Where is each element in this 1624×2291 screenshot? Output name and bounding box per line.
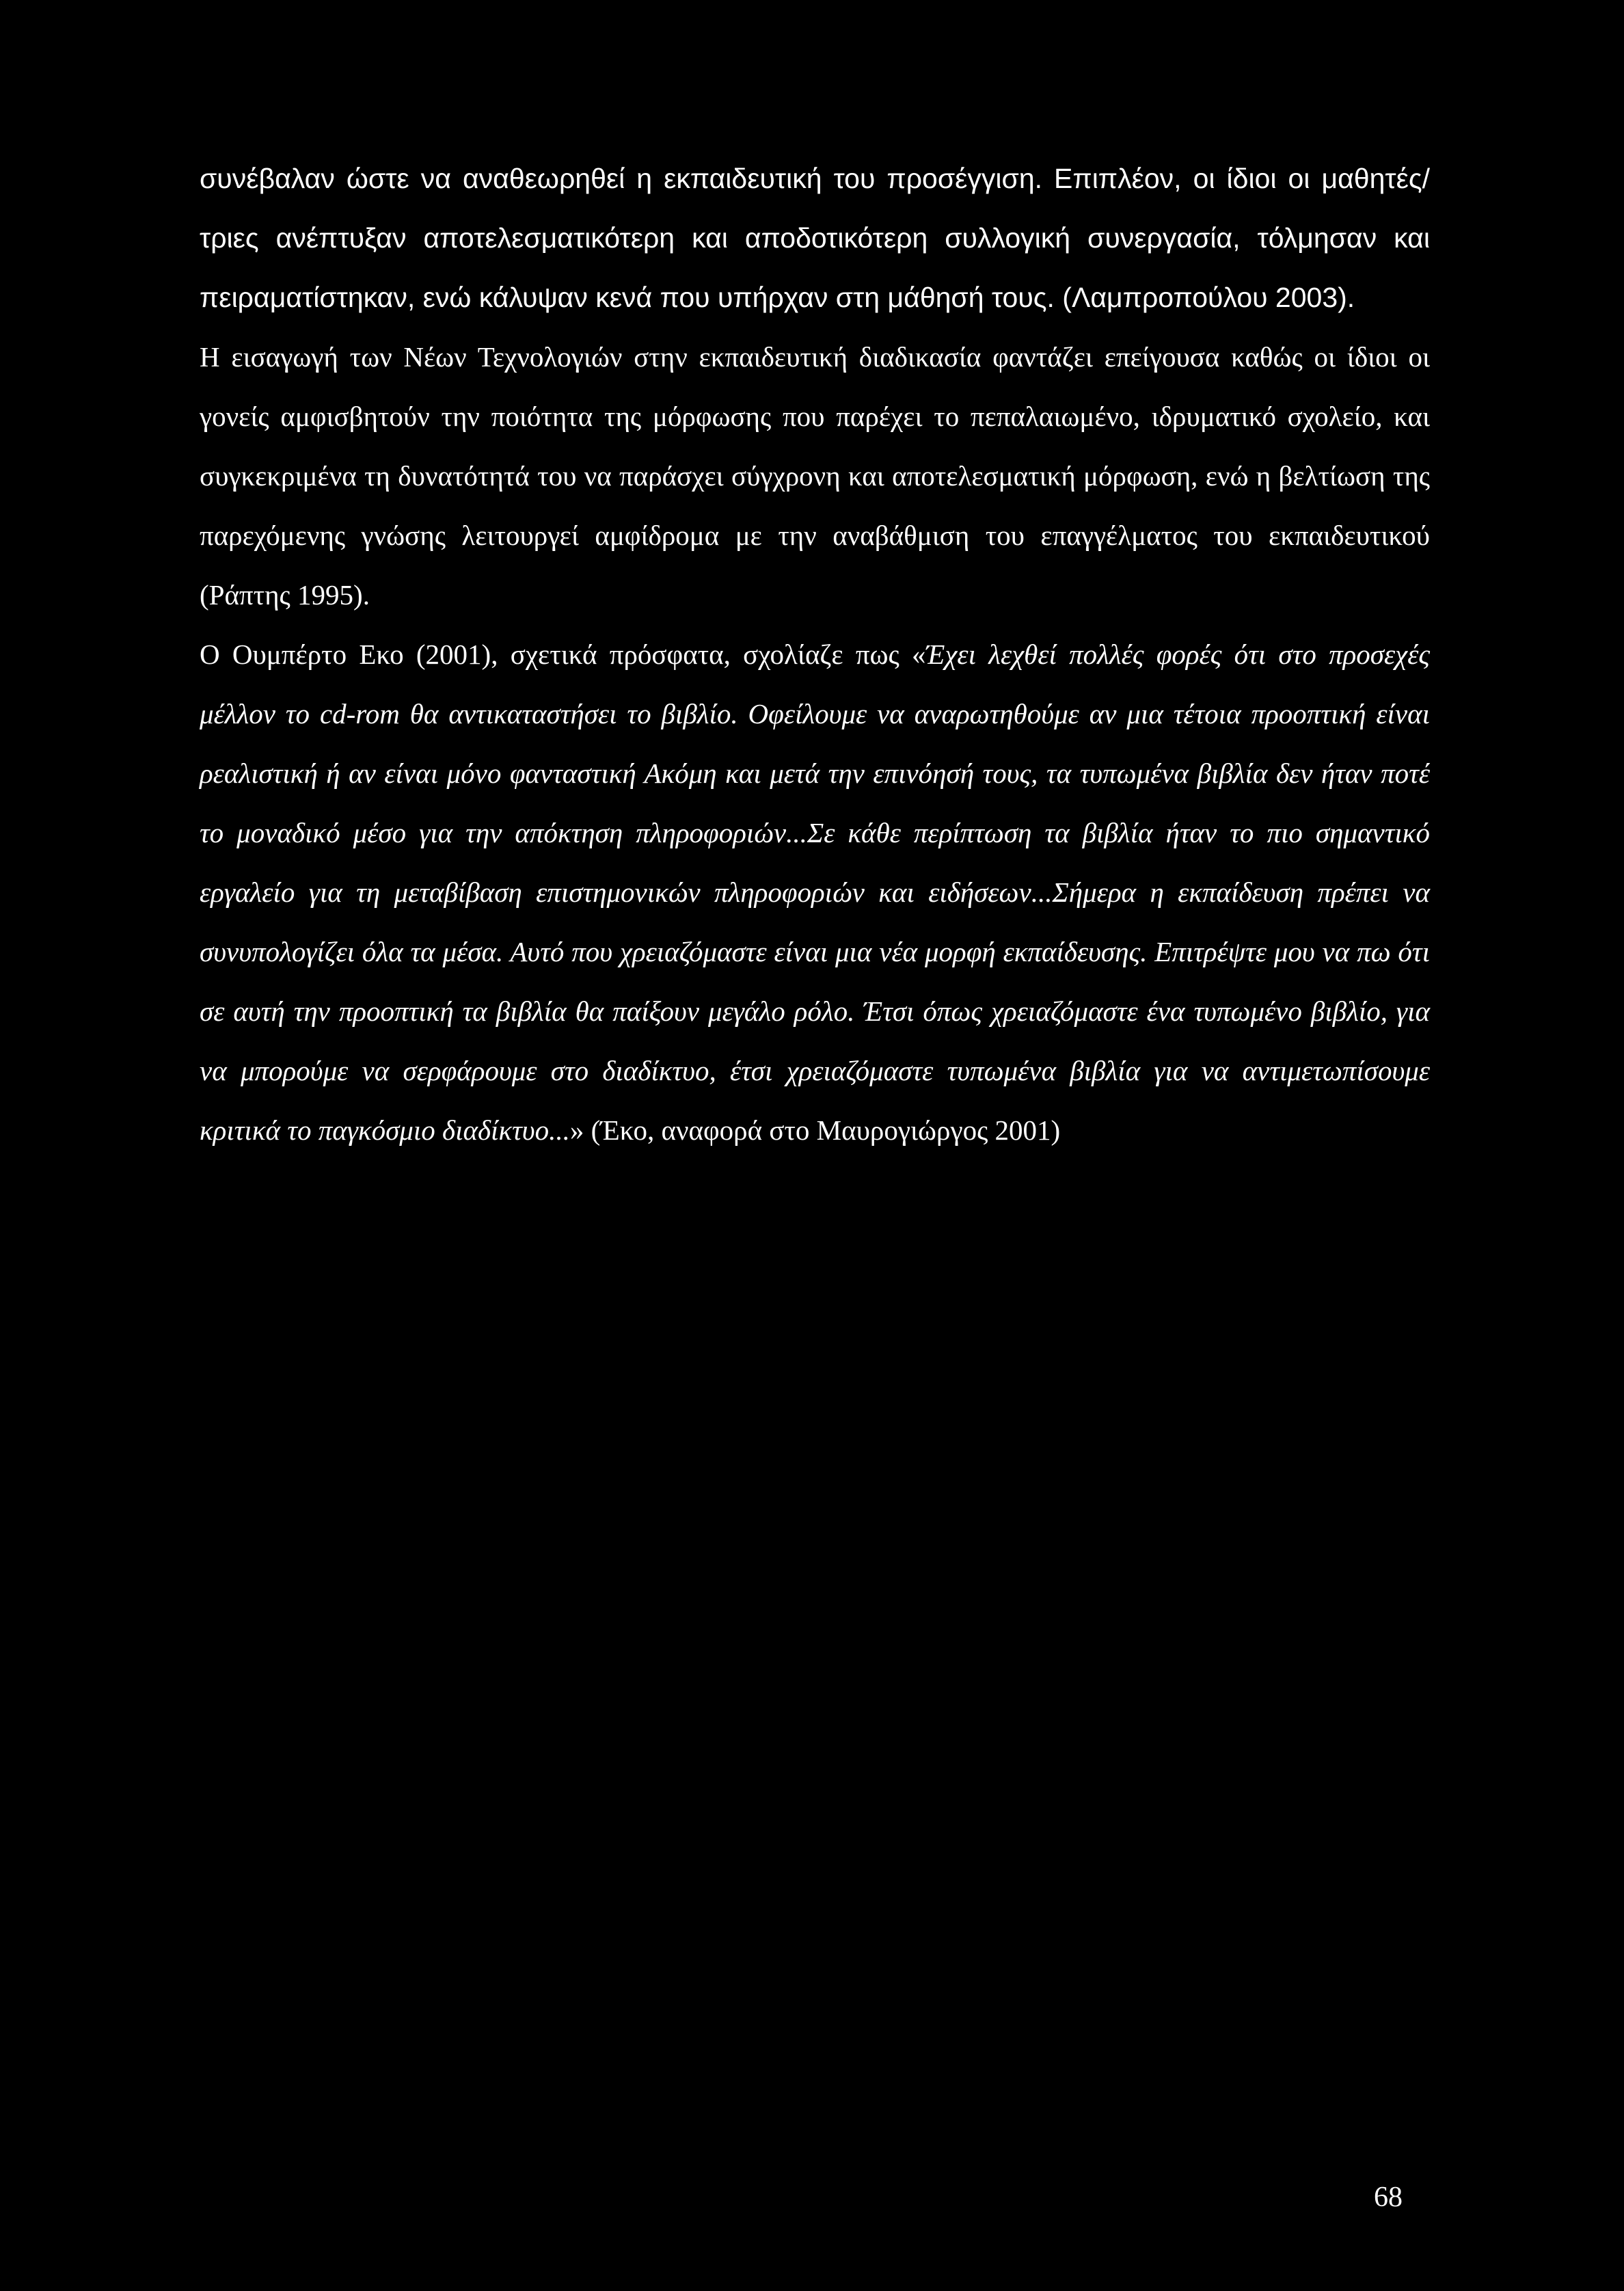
- body-text: [200, 149, 1430, 1160]
- paragraph-2: Η εισαγωγή των Νέων Τεχνολογιών στην εκπαιδευτική διαδικασία φαντάζει επείγουσα καθώς οι ίδιοι οι γονείς αμφισβητούν την ποιότητα της μόρφωσης που παρέχει το πεπαλαιωμένο, ιδρυματικό σχολείο, και συγκεκριμένα τη δυνατότητά του να παράσχει σύγχρονη και αποτελεσματική μόρφωση, ενώ η βελτίωση της παρεχόμενης γνώσης λειτουργεί αμφίδρομα με την αναβάθμιση του επαγγέλματος του εκπαιδευτικού (Ράπτης 1995).: [200, 341, 1430, 611]
- quote-citation: » (Έκο, αναφορά στο Μαυρογιώργος 2001): [569, 1114, 1061, 1146]
- quote-intro: Ο Ουμπέρτο Εκο (2001), σχετικά πρόσφατα, σχολίαζε πως «: [200, 639, 926, 670]
- page-number: 68: [1374, 2182, 1403, 2213]
- paragraph-3: [200, 625, 1430, 1160]
- paragraph-1: συνέβαλαν ώστε να αναθεωρηθεί η εκπαιδευτική του προσέγγιση. Επιπλέον, οι ίδιοι οι μαθητές/τριες ανέπτυξαν αποτελεσματικότερη και αποδοτικότερη συλλογική συνεργασία, τόλμησαν και πειραματίστηκαν, ενώ κάλυψαν κενά που υπήρχαν στη μάθησή τους. (Λαμπροπούλου 2003).: [200, 163, 1430, 313]
- eco-quote: Έχει λεχθεί πολλές φορές ότι στο προσεχές μέλλον το cd-rom θα αντικαταστήσει το βιβλίο. Οφείλουμε να αναρωτηθούμε αν μια τέτοια προοπτική είναι ρεαλιστική ή αν είναι μόνο φανταστική Ακόμη και μετά την επινόησή τους, τα τυπωμένα βιβλία δεν ήταν ποτέ το μοναδικό μέσο για την απόκτηση πληροφοριών...Σε κάθε περίπτωση τα βιβλία ήταν το πιο σημαντικό εργαλείο για τη μεταβίβαση επιστημονικών πληροφοριών και ειδήσεων...Σήμερα η εκπαίδευση πρέπει να συνυπολογίζει όλα τα μέσα. Αυτό που χρειαζόμαστε είναι μια νέα μορφή εκπαίδευσης. Επιτρέψτε μου να πω ότι σε αυτή την προοπτική τα βιβλία θα παίξουν μεγάλο ρόλο. Έτσι όπως χρειαζόμαστε ένα τυπωμένο βιβλίο, για να μπορούμε να σερφάρουμε στο διαδίκτυο, έτσι χρειαζόμαστε τυπωμένα βιβλία για να αντιμετωπίσουμε κριτικά το παγκόσμιο διαδίκτυο...: [200, 639, 1430, 1146]
